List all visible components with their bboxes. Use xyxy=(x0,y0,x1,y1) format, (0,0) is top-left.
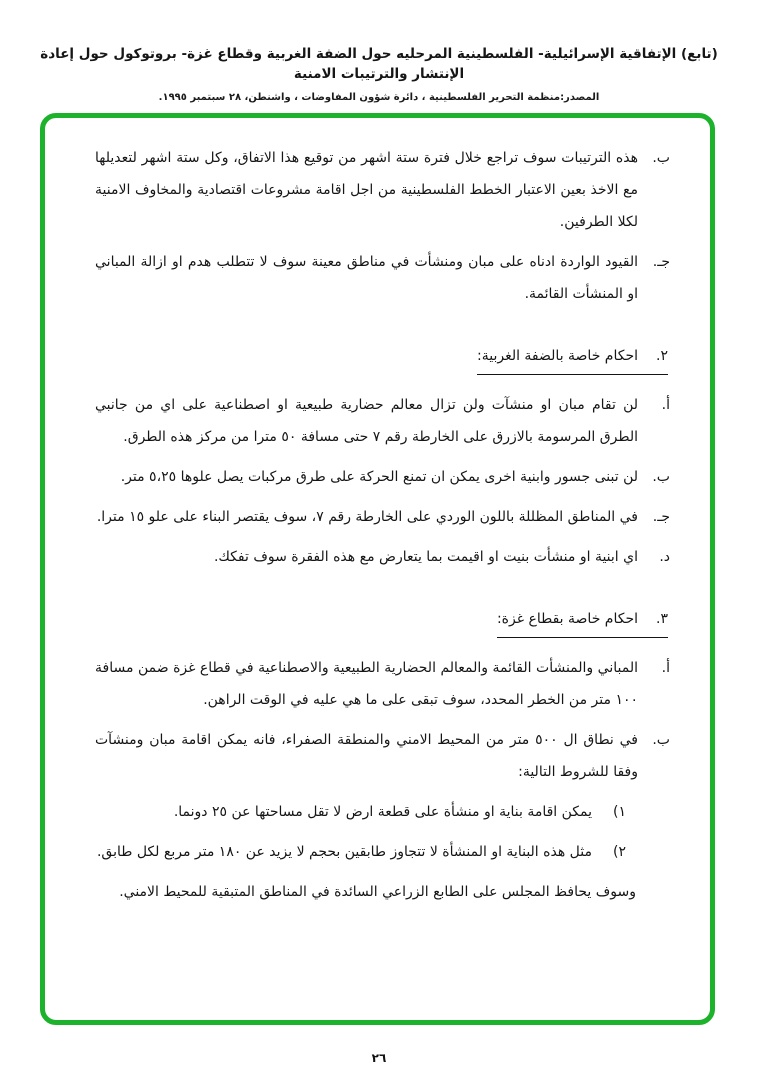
sublist-marker: ٢) xyxy=(613,844,626,860)
section-3-subitem-2 xyxy=(95,836,626,868)
list-item-b xyxy=(95,142,670,238)
document-body xyxy=(45,118,710,908)
content-border-box xyxy=(40,113,715,1025)
section-2-heading xyxy=(477,340,668,375)
sublist-item-text: مثل هذه البناية او المنشأة لا تتجاوز طابقين بحجم لا يزيد عن ١٨٠ متر مربع لكل طابق. xyxy=(96,844,592,860)
list-item-text: في نطاق ال ٥٠٠ متر من المحيط الامني والمنطقة الصفراء، فانه يمكن اقامة مبان ومنشآت وفقا للشروط التالية: xyxy=(95,732,638,780)
list-item-text: لن تقام مبان او منشآت ولن تزال معالم حضارية طبيعية او اصطناعية على اي من جانبي الطرق المرسومة بالازرق على الخارطة رقم ٧ حتى مسافة ٥٠ مترا من مركز هذه الطرق. xyxy=(95,397,638,445)
section-2-heading-row xyxy=(95,340,668,375)
list-item-text: في المناطق المظللة باللون الوردي على الخارطة رقم ٧، سوف يقتصر البناء على علو ١٥ مترا. xyxy=(96,509,638,525)
section-3-closing-line: وسوف يحافظ المجلس على الطابع الزراعي السائدة في المناطق المتبقية للمحيط الامني. xyxy=(119,884,636,900)
section-3-subitem-1 xyxy=(95,796,626,828)
section-3-item-a xyxy=(95,652,670,716)
list-marker: جـ. xyxy=(652,509,670,525)
list-marker: أ. xyxy=(661,397,670,413)
list-item-text: لن تبنى جسور وابنية اخرى يمكن ان تمنع الحركة على طرق مركبات يصل علوها ٥،٢٥ متر. xyxy=(120,469,638,485)
section-3-item-b xyxy=(95,724,670,788)
document-title: (تابع) الإتفاقية الإسرائيلية- الفلسطينية المرحليه حول الضفة الغربية وقطاع غزة- بروتوكول حول إعادة الإنتشار والترتيبات الامنية xyxy=(40,46,718,82)
list-item-text: هذه الترتيبات سوف تراجع خلال فترة ستة اشهر من توقيع هذا الاتفاق، وكل ستة اشهر لتعديلها مع الاخذ بعين الاعتبار الخطط الفلسطينية من اجل اقامة مشروعات اقتصادية والمخاوف الامنية لكلا الطرفين. xyxy=(95,150,638,230)
list-marker: ب. xyxy=(652,732,670,748)
section-2-item-d xyxy=(95,541,670,573)
sublist-item-text: يمكن اقامة بناية او منشأة على قطعة ارض لا تقل مساحتها عن ٢٥ دونما. xyxy=(173,804,592,820)
section-2-number: ٢. xyxy=(656,348,668,364)
list-marker: جـ. xyxy=(652,254,670,270)
page-footer xyxy=(0,1047,758,1066)
section-3-heading xyxy=(497,603,668,638)
document-source-line: المصدر:منظمة التحرير الفلسطينية ، دائرة شؤون المفاوضات ، واشنطن، ٢٨ سبتمبر ١٩٩٥. xyxy=(158,92,600,103)
section-3-number: ٣. xyxy=(656,611,668,627)
list-item-j xyxy=(95,246,670,310)
list-item-text: القيود الواردة ادناه على مبان ومنشأت في مناطق معينة سوف لا تتطلب هدم او ازالة المباني او المنشأت القائمة. xyxy=(95,254,638,302)
document-header xyxy=(0,44,758,103)
section-3-title: احكام خاصة بقطاع غزة: xyxy=(496,611,639,627)
section-2-item-b xyxy=(95,461,670,493)
section-2-item-j xyxy=(95,501,670,533)
list-marker: ب. xyxy=(652,150,670,166)
list-marker: د. xyxy=(659,549,670,565)
section-2-item-a xyxy=(95,389,670,453)
list-marker: أ. xyxy=(661,660,670,676)
section-3-heading-row xyxy=(95,603,668,638)
section-2-title: احكام خاصة بالضفة الغربية: xyxy=(477,348,639,364)
list-item-text: اي ابنية او منشأت بنيت او اقيمت بما يتعارض مع هذه الفقرة سوف تفكك. xyxy=(213,549,638,565)
list-item-text: المباني والمنشأت القائمة والمعالم الحضارية الطبيعية والاصطناعية في قطاع غزة ضمن مسافة ١٠٠ متر من الخطر المحدد، سوف تبقى على ما هي عليه في الوقت الراهن. xyxy=(95,660,638,708)
page-number: ٢٦ xyxy=(371,1051,387,1065)
sublist-marker: ١) xyxy=(613,804,626,820)
list-marker: ب. xyxy=(652,469,670,485)
